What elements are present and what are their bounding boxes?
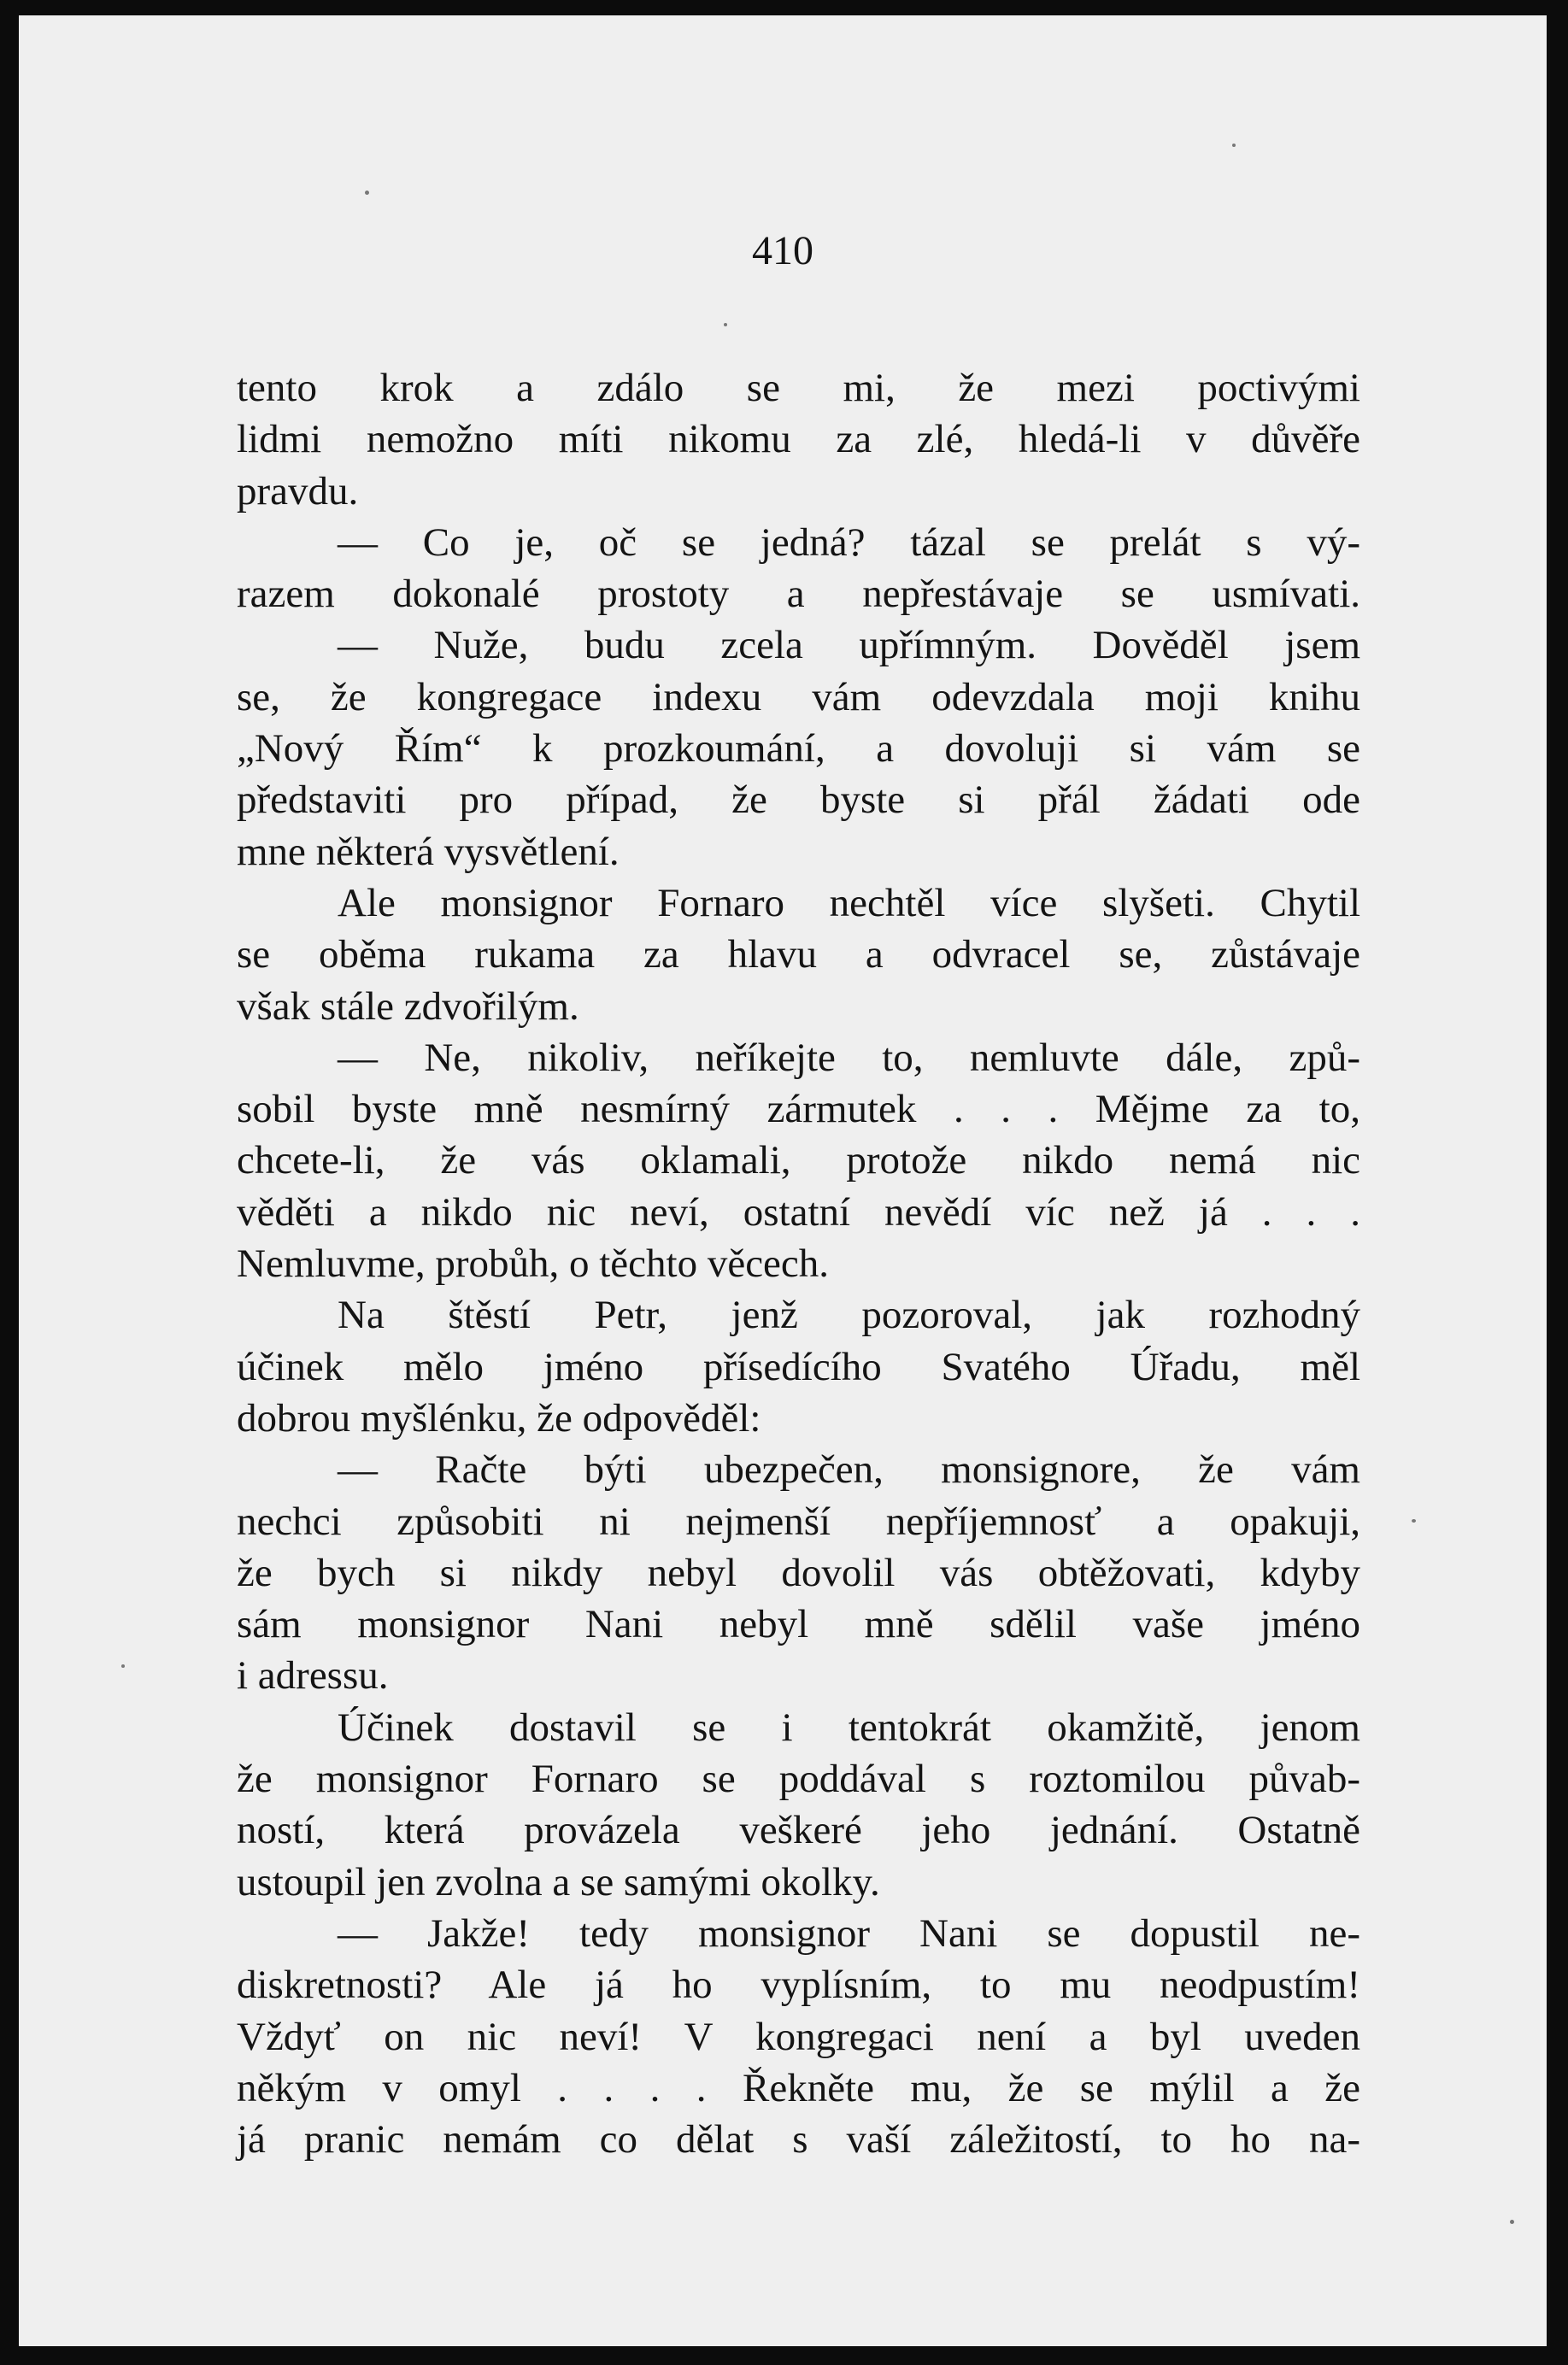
text-line: věděti a nikdo nic neví, ostatní nevědí víc než já . . .	[237, 1189, 1360, 1235]
text-line: mne některá vysvětlení.	[237, 829, 620, 874]
page-number: 410	[752, 228, 813, 273]
text-line: diskretnosti? Ale já ho vyplísním, to mu neodpustím!	[237, 1963, 1360, 2008]
text-line: — Račte býti ubezpečen, monsignore, že vám	[338, 1447, 1360, 1493]
paper-speck	[1412, 1519, 1416, 1523]
text-line: že monsignor Fornaro se poddával s roztomilou půvab-	[237, 1757, 1360, 1802]
text-line: dobrou myšlénku, že odpověděl:	[237, 1395, 761, 1441]
text-line: Ale monsignor Fornaro nechtěl více slyšeti. Chytil	[338, 880, 1360, 925]
text-line: sám monsignor Nani nebyl mně sdělil vaše jméno	[237, 1602, 1360, 1647]
text-line: účinek mělo jméno přísedícího Svatého Úřadu, měl	[237, 1344, 1360, 1389]
text-line: i adressu.	[237, 1653, 389, 1699]
text-line: lidmi nemožno míti nikomu za zlé, hledá-li v důvěře	[237, 417, 1360, 462]
text-line: nechci způsobiti ni nejmenší nepříjemnosť a opakuji,	[237, 1499, 1360, 1544]
text-line: — Co je, oč se jedná? tázal se prelát s vý-	[338, 519, 1360, 565]
text-line: se, že kongregace indexu vám odevzdala moji knihu	[237, 674, 1360, 719]
text-line: však stále zdvořilým.	[237, 983, 579, 1029]
paper-speck	[724, 323, 727, 326]
text-line: pravdu.	[237, 468, 359, 513]
text-line: Vždyť on nic neví! V kongregaci není a byl uveden	[237, 2014, 1360, 2059]
text-line: tento krok a zdálo se mi, že mezi poctivými	[237, 366, 1360, 410]
text-line: — Ne, nikoliv, neříkejte to, nemluvte dále, způ-	[338, 1035, 1360, 1080]
text-line: Nemluvme, probůh, o těchto věcech.	[237, 1241, 830, 1287]
text-line: někým v omyl . . . . Řekněte mu, že se mýlil a že	[237, 2065, 1360, 2110]
text-line: — Nuže, budu zcela upřímným. Dověděl jsem	[338, 623, 1360, 668]
text-line: představiti pro případ, že byste si přál žádati ode	[237, 778, 1360, 823]
text-line: razem dokonalé prostoty a nepřestávaje se usmívati.	[237, 572, 1360, 617]
text-line: — Jakže! tedy monsignor Nani se dopustil ne-	[338, 1910, 1360, 1956]
text-line: sobil byste mně nesmírný zármutek . . . Mějme za to,	[237, 1087, 1360, 1132]
text-line: ustoupil jen zvolna a se samými okolky.	[237, 1859, 880, 1904]
text-line: chcete-li, že vás oklamali, protože nikdo nemá nic	[237, 1138, 1360, 1183]
book-page	[19, 15, 1547, 2346]
paper-speck	[365, 191, 369, 195]
text-line: ností, která provázela veškeré jeho jednání. Ostatně	[237, 1808, 1360, 1853]
text-line: Na štěstí Petr, jenž pozoroval, jak rozhodný	[338, 1293, 1360, 1338]
paper-speck	[1232, 144, 1236, 147]
text-line: že bych si nikdy nebyl dovolil vás obtěžovati, kdyby	[237, 1550, 1360, 1595]
text-line: se oběma rukama za hlavu a odvracel se, zůstávaje	[237, 932, 1360, 977]
paper-speck	[121, 1664, 125, 1668]
body-text	[237, 362, 1360, 2165]
paper-speck	[1510, 2220, 1514, 2224]
text-line: já pranic nemám co dělat s vaší záležitostí, to ho na-	[237, 2117, 1360, 2163]
text-line: Účinek dostavil se i tentokrát okamžitě, jenom	[338, 1705, 1360, 1750]
text-line: „Nový Řím“ k prozkoumání, a dovoluji si vám se	[237, 726, 1360, 772]
